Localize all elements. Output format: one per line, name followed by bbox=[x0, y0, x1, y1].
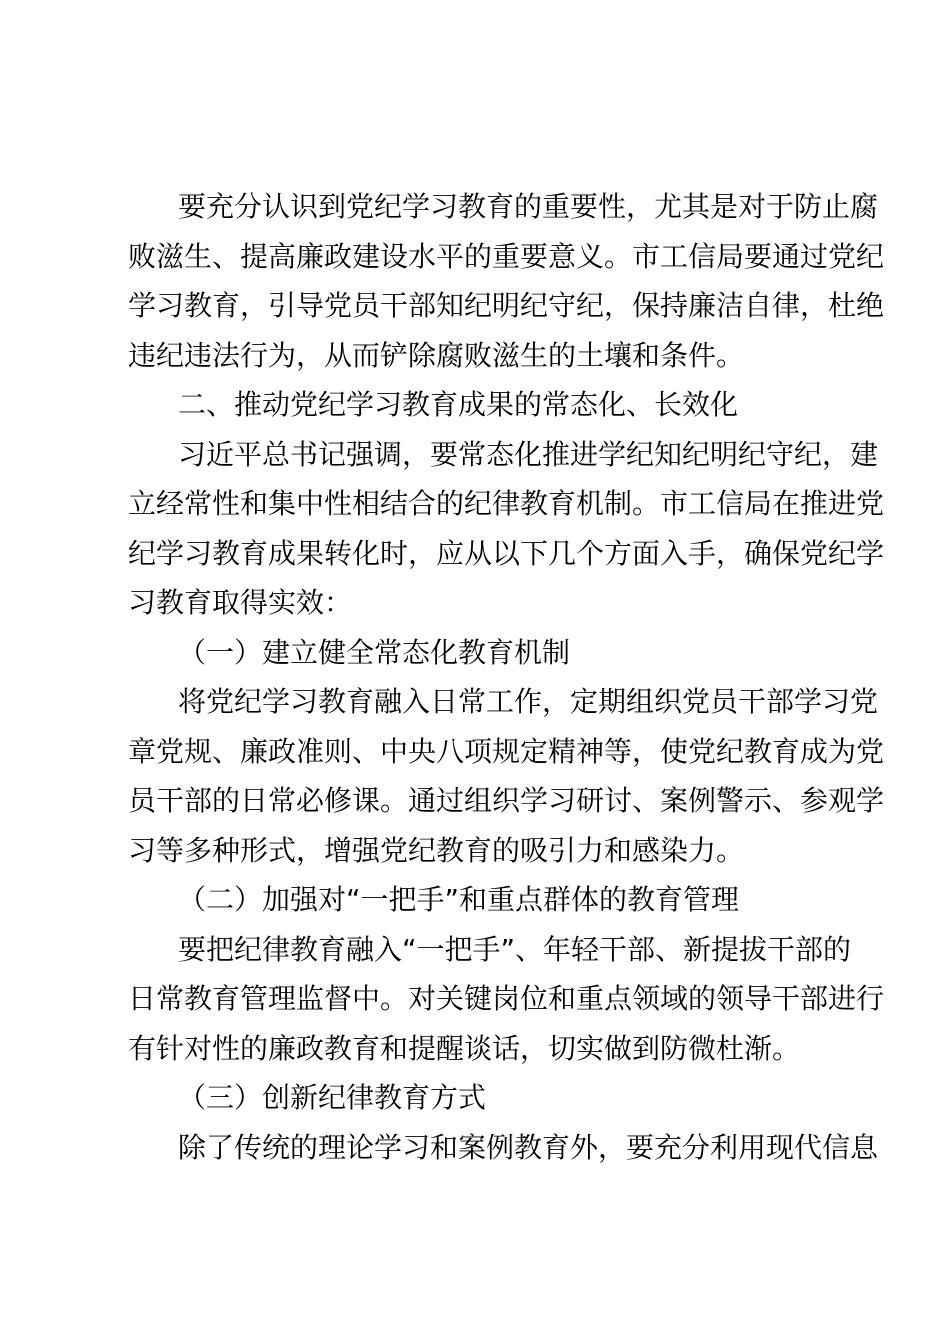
subsection-heading: （一）建立健全常态化教育机制 bbox=[178, 635, 571, 669]
paragraph-line: 有针对性的廉政教育和提醒谈话，切实做到防微杜渐。 bbox=[128, 1031, 801, 1065]
paragraph-line: 员干部的日常必修课。通过组织学习研讨、案例警示、参观学 bbox=[128, 784, 885, 817]
paragraph-line: 章党规、廉政准则、中央八项规定精神等，使党纪教育成为党 bbox=[128, 734, 885, 768]
subsection-heading: （二）加强对“一把手”和重点群体的教育管理 bbox=[178, 883, 740, 916]
paragraph-line: 立经常性和集中性相结合的纪律教育机制。市工信局在推进党 bbox=[128, 487, 885, 520]
paragraph-line: 学习教育，引导党员干部知纪明纪守纪，保持廉洁自律，杜绝 bbox=[128, 289, 885, 322]
paragraph-line: 要把纪律教育融入“一把手”、年轻干部、新提拔干部的 bbox=[178, 932, 852, 966]
paragraph-line: 违纪违法行为，从而铲除腐败滋生的土壤和条件。 bbox=[128, 338, 745, 372]
paragraph-line: 习等多种形式，增强党纪教育的吸引力和感染力。 bbox=[128, 833, 745, 867]
paragraph-line: 要充分认识到党纪学习教育的重要性，尤其是对于防止腐 bbox=[178, 190, 879, 223]
section-heading: 二、推动党纪学习教育成果的常态化、长效化 bbox=[178, 388, 739, 421]
paragraph-line: 败滋生、提高廉政建设水平的重要意义。市工信局要通过党纪 bbox=[128, 239, 885, 273]
paragraph-line: 习教育取得实效： bbox=[128, 586, 353, 619]
paragraph-line: 日常教育管理监督中。对关键岗位和重点领域的领导干部进行 bbox=[128, 982, 885, 1015]
subsection-heading: （三）创新纪律教育方式 bbox=[178, 1081, 487, 1114]
paragraph-line: 将党纪学习教育融入日常工作，定期组织党员干部学习党 bbox=[178, 685, 879, 718]
paragraph-line: 除了传统的理论学习和案例教育外，要充分利用现代信息 bbox=[178, 1130, 879, 1164]
paragraph-line: 习近平总书记强调，要常态化推进学纪知纪明纪守纪，建 bbox=[178, 437, 879, 471]
document-body bbox=[128, 182, 885, 1172]
paragraph-line: 纪学习教育成果转化时，应从以下几个方面入手，确保党纪学 bbox=[128, 536, 885, 570]
